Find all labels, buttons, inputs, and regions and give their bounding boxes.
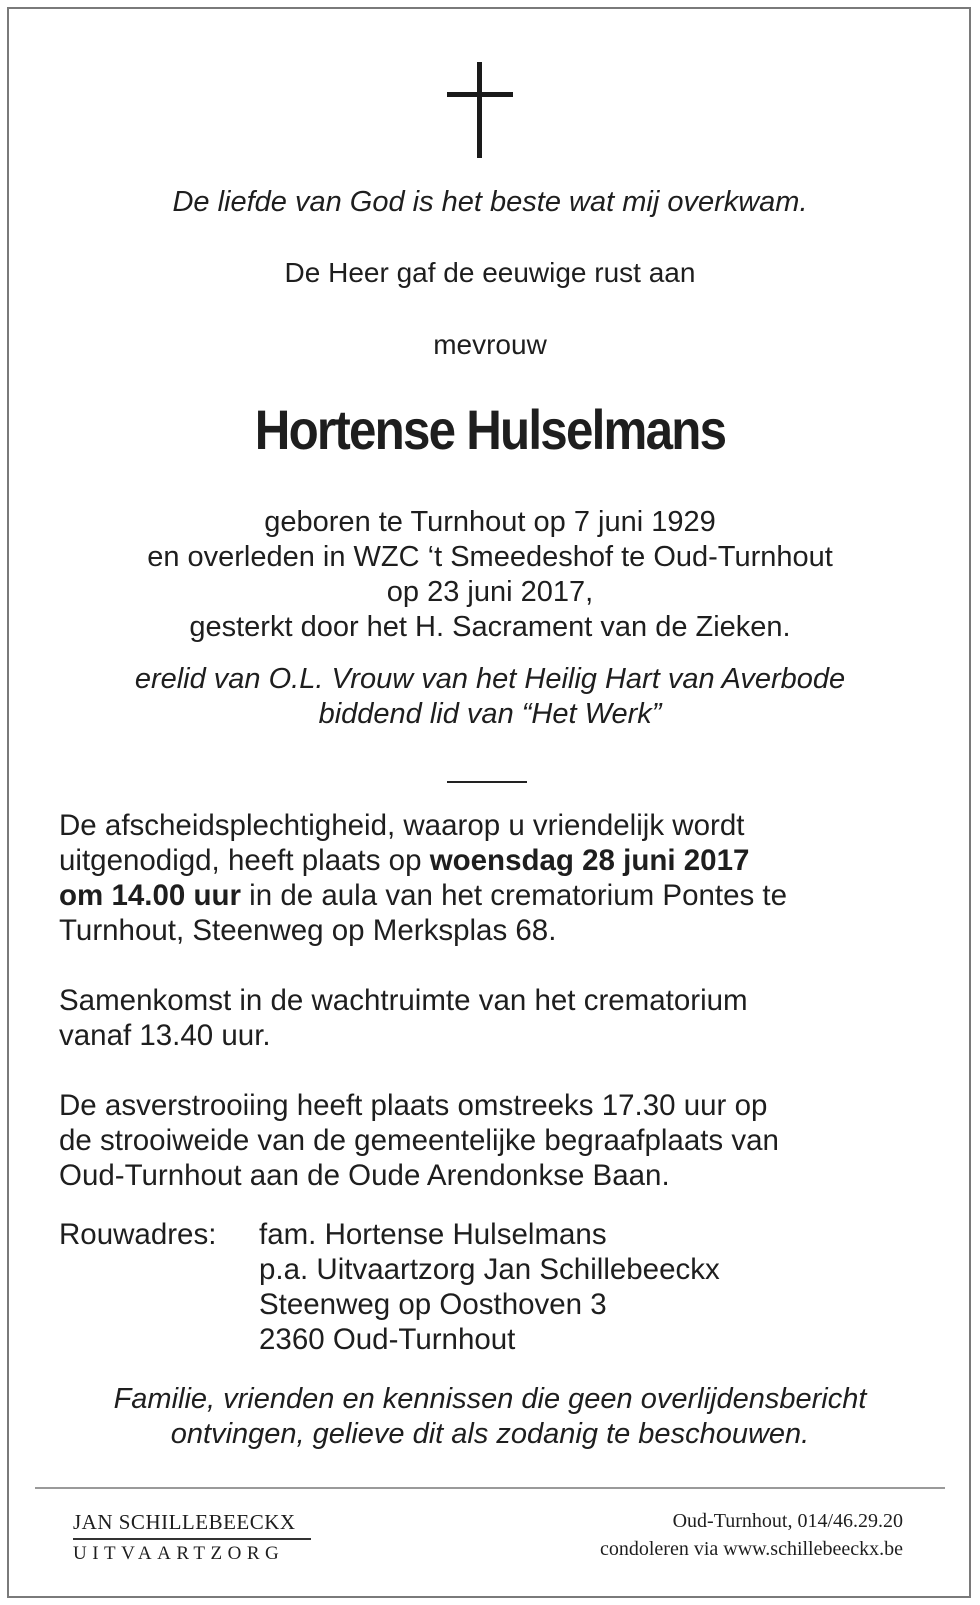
bio-line: geboren te Turnhout op 7 juni 1929 [264,506,716,538]
divider [447,781,527,783]
logo-rule [73,1538,311,1540]
address-line: fam. Hortense Hulselmans [259,1218,607,1251]
funeral-home-logo-name: JAN SCHILLEBEECKX [73,1510,296,1534]
address-line: p.a. Uitvaartzorg Jan Schillebeeckx [259,1253,720,1286]
ceremony-date: woensdag 28 juni 2017 [429,844,750,877]
obituary-card [7,7,971,1598]
cross-icon [447,62,513,158]
membership-line: biddend lid van “Het Werk” [318,698,662,730]
bio-line: op 23 juni 2017, [386,576,594,608]
deceased-name: Hortense Hulselmans [254,398,726,461]
memberships [0,662,980,732]
closing-note: Familie, vrienden en kennissen die geen overlijdensbericht ontvingen, gelieve dit als zodanig te beschouwen. [113,1383,867,1450]
ceremony-paragraph: De afscheidsplechtigheid, waarop u vriendelijk wordt uitgenodigd, heeft plaats op woensdag 28 juni 2017 om 14.00 uur in de aula van het crematorium Pontes te Turnhout, Steenweg op Merksplas 68. [59,809,788,947]
quote: De liefde van God is het beste wat mij overkwam. [172,186,808,218]
address-label: Rouwadres: [59,1218,217,1251]
bio-line: en overleden in WZC ‘t Smeedeshof te Oud-Turnhout [147,541,833,573]
funeral-home-logo-tagline: UITVAARTZORG [73,1543,285,1564]
footer-website: condoleren via www.schillebeeckx.be [599,1538,903,1560]
intro-text: De Heer gaf de eeuwige rust aan [284,257,696,288]
bio-line: gesterkt door het H. Sacrament van de Zieken. [189,611,791,643]
footer-phone: Oud-Turnhout, 014/46.29.20 [672,1510,903,1532]
scattering-paragraph: De asverstrooiing heeft plaats omstreeks 17.30 uur op de strooiweide van de gemeentelijke begraafplaats van Oud-Turnhout aan de Oude Arendonkse Baan. [59,1089,779,1192]
honorific: mevrouw [433,329,547,360]
address-line: 2360 Oud-Turnhout [259,1323,516,1356]
address-block [259,1217,720,1357]
address-line: Steenweg op Oosthoven 3 [259,1288,607,1321]
ceremony-time: om 14.00 uur [59,879,241,912]
membership-line: erelid van O.L. Vrouw van het Heilig Hart van Averbode [134,663,846,695]
footer-divider [35,1487,945,1489]
footer-contact [600,1507,903,1563]
bio-block [0,505,980,645]
gathering-paragraph: Samenkomst in de wachtruimte van het crematorium vanaf 13.40 uur. [59,984,748,1052]
